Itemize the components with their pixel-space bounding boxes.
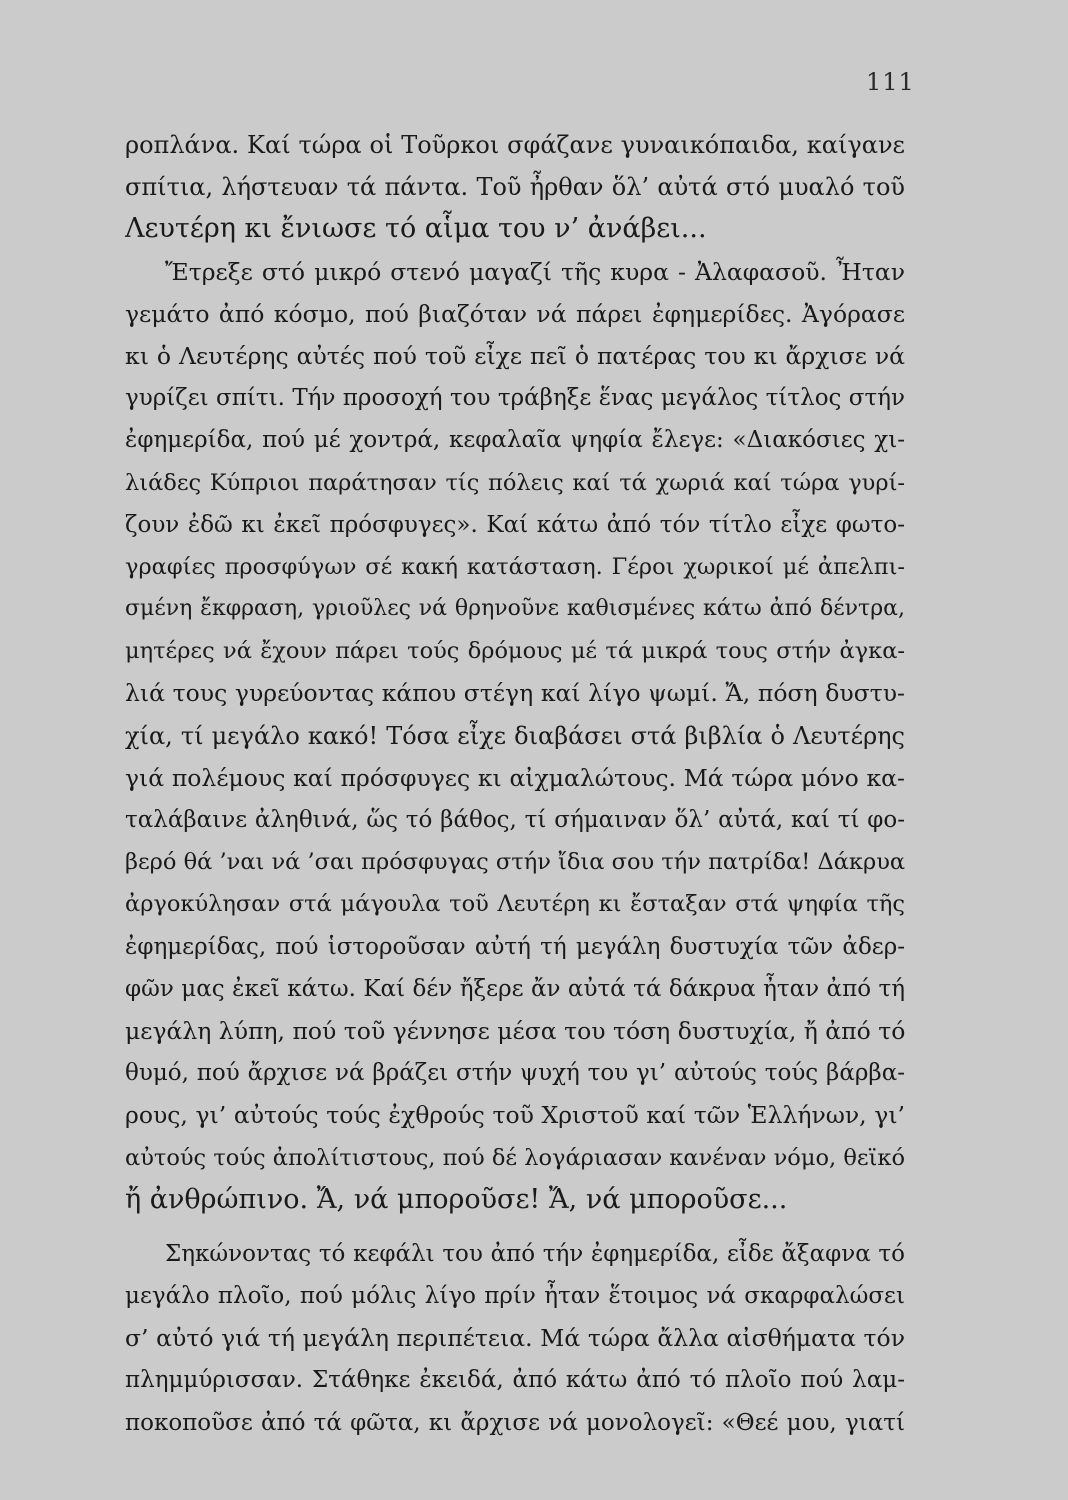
text-line: ἀργοκύλησαν στά μάγουλα τοῦ Λευτέρη κι ἔσταξαν στά ψηφία τῆς (125, 891, 905, 918)
text-line: λιά τους γυρεύοντας κάπου στέγη καί λίγο ψωμί. Ἄ, πόση δυστυ- (125, 679, 905, 708)
text-line: ποκοποῦσε ἀπό τά φῶτα, κι ἄρχισε νά μονολογεῖ: «Θεέ μου, γιατί (125, 1409, 905, 1436)
paragraph-gap (125, 1221, 905, 1233)
text-line: Ἔτρεξε στό μικρό στενό μαγαζί τῆς κυρα - Ἀλαφασοῦ. Ἦταν (165, 257, 905, 286)
text-line: αὐτούς τούς ἀπολίτιστους, πού δέ λογάριασαν κανέναν νόμο, θεϊκό (125, 1144, 905, 1171)
text-line: κι ὁ Λευτέρης αὐτές πού τοῦ εἶχε πεῖ ὁ πατέρας του κι ἄρχισε νά (125, 341, 905, 370)
text-line: ροπλάνα. Καί τώρα οἱ Τοῦρκοι σφάζανε γυναικόπαιδα, καίγανε (125, 131, 905, 159)
text-line: ζουν ἐδῶ κι ἐκεῖ πρόσφυγες». Καί κάτω ἀπό τόν τίτλο εἶχε φωτο- (125, 511, 905, 538)
text-line: γεμάτο ἀπό κόσμο, πού βιαζόταν νά πάρει ἐφημερίδες. Ἀγόρασε (125, 299, 905, 328)
text-line: φῶν μας ἐκεῖ κάτω. Καί δέν ἤξερε ἄν αὐτά τά δάκρυα ἦταν ἀπό τή (125, 975, 905, 1002)
page-number: 111 (866, 68, 915, 96)
text-line: χία, τί μεγάλο κακό! Τόσα εἶχε διαβάσει στά βιβλία ὁ Λευτέρης (125, 721, 905, 750)
text-line: σ’ αὐτό γιά τή μεγάλη περιπέτεια. Μά τώρα ἄλλα αἰσθήματα τόν (125, 1324, 905, 1353)
text-line: γιά πολέμους καί πρόσφυγες κι αἰχμαλώτους. Μά τώρα μόνο κα- (125, 763, 905, 792)
text-line: Σηκώνοντας τό κεφάλι του ἀπό τήν ἐφημερίδα, εἶδε ἄξαφνα τό (165, 1240, 905, 1267)
text-line: μεγάλη λύπη, πού τοῦ γέννησε μέσα του τόση δυστυχία, ἤ ἀπό τό (125, 1016, 905, 1045)
text-line: Λευτέρη κι ἔνιωσε τό αἷμα του ν’ ἀνάβει... (125, 213, 707, 245)
text-line: μητέρες νά ἔχουν πάρει τούς δρόμους μέ τά μικρά τους στήν ἀγκα- (125, 638, 905, 665)
text-line: ἐφημερίδα, πού μέ χοντρά, κεφαλαῖα ψηφία ἔλεγε: «Διακόσιες χι- (125, 427, 905, 454)
text-line: σπίτια, λήστευαν τά πάντα. Τοῦ ἦρθαν ὅλ’ αὐτά στό μυαλό τοῦ (125, 173, 905, 202)
text-line: ταλάβαινε ἀληθινά, ὥς τό βάθος, τί σήμαιναν ὅλ’ αὐτά, καί τί φο- (125, 807, 905, 833)
text-line: λιάδες Κύπριοι παράτησαν τίς πόλεις καί τά χωριά καί τώρα γυρί- (125, 469, 905, 496)
text-line: μεγάλο πλοῖο, πού μόλις λίγο πρίν ἦταν ἕτοιμος νά σκαρφαλώσει (125, 1283, 905, 1310)
text-line: θυμό, πού ἄρχισε νά βράζει στήν ψυχή του γι’ αὐτούς τούς βάρβα- (125, 1060, 905, 1087)
text-line: πλημμύρισσαν. Στάθηκε ἐκειδά, ἀπό κάτω ἀπό τό πλοῖο πού λαμ- (125, 1367, 905, 1394)
text-line: γραφίες προσφύγων σέ κακή κατάσταση. Γέροι χωρικοί μέ ἀπελπι- (125, 553, 905, 580)
text-line: ἤ ἀνθρώπινο. Ἄ, νά μποροῦσε! Ἄ, νά μποροῦσε... (125, 1183, 788, 1215)
text-line: βερό θά ’ναι νά ’σαι πρόσφυγας στήν ἴδια σου τήν πατρίδα! Δάκρυα (125, 849, 905, 876)
body-text (125, 124, 905, 1444)
text-line: ἐφημερίδας, πού ἱστοροῦσαν αὐτή τή μεγάλη δυστυχία τῶν ἀδερ- (125, 933, 905, 960)
text-line: σμένη ἔκφραση, γριοῦλες νά θρηνοῦνε καθισμένες κάτω ἀπό δέντρα, (125, 596, 905, 622)
text-line: γυρίζει σπίτι. Τήν προσοχή του τράβηξε ἕνας μεγάλος τίτλος στήν (125, 385, 905, 412)
text-line: ρους, γι’ αὐτούς τούς ἐχθρούς τοῦ Χριστοῦ καί τῶν Ἑλλήνων, γι’ (125, 1101, 905, 1130)
